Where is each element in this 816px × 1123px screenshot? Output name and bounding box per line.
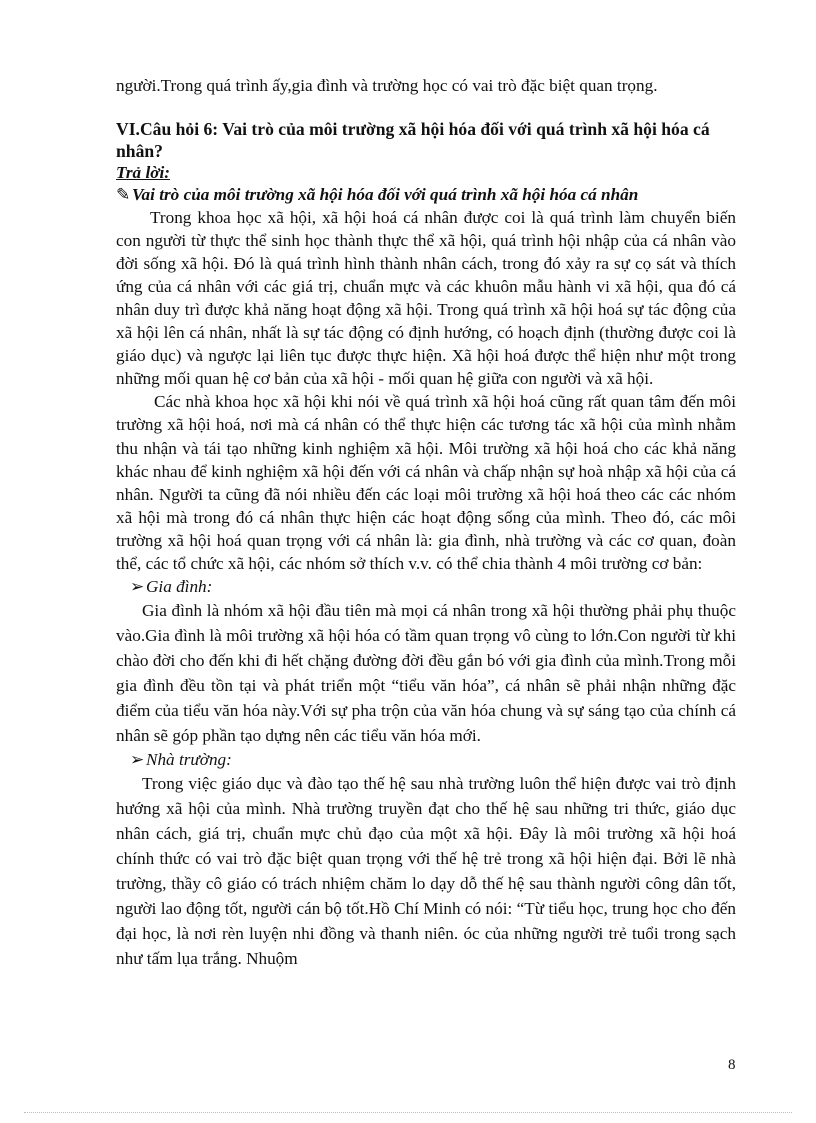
item-family-label: Gia đình:	[146, 577, 213, 597]
page-content	[116, 74, 736, 971]
item-school-text: Trong việc giáo dục và đào tạo thế hệ sau nhà trường luôn thể hiện được vai trò định hướng xã hội của mình. Nhà trường truyền đạt cho thế hệ sau những tri thức, giáo dục nhân cách, giá trị, chuẩn mực chủ đạo của một xã hội. Đây là môi trường xã hội hoá chính thức có vai trò đặc biệt quan trọng với thế hệ trẻ trong xã hội hiện đại. Bởi lẽ nhà trường, thầy cô giáo có trách nhiệm chăm lo dạy dỗ thế hệ sau thành người công dân tốt, người lao động tốt, người cán bộ tốt.Hồ Chí Minh có nói: “Từ tiểu học, trung học cho đến đại học, là nơi rèn luyện nhi đồng và thanh niên. óc của những người trẻ tuổi trong sạch như tấm lụa trắng. Nhuộm	[116, 774, 736, 969]
item-school-heading	[116, 748, 736, 771]
page-bottom-divider	[24, 1112, 792, 1113]
page-number: 8	[728, 1057, 736, 1073]
answer-label: Trả lời:	[116, 163, 170, 183]
arrowhead-bullet-icon: ➢	[130, 750, 145, 770]
intro-line: người.Trong quá trình ấy,gia đình và trường học có vai trò đặc biệt quan trọng.	[116, 76, 658, 95]
subheading-text: Vai trò của môi trường xã hội hóa đối với quá trình xã hội hóa cá nhân	[132, 184, 639, 204]
paragraph-socialization-environments: Các nhà khoa học xã hội khi nói về quá trình xã hội hoá cũng rất quan tâm đến môi trường xã hội hoá, nơi mà cá nhân có thể thực hiện các tương tác xã hội của mình nhằm thu nhận và tái tạo những kinh nghiệm xã hội. Môi trường xã hội hoá cho các khả năng khác nhau để kinh nghiệm xã hội đến với cá nhân và chấp nhận sự hoà nhập xã hội của cá nhân. Người ta cũng đã nói nhiều đến các loại môi trường xã hội hoá theo các các nhóm xã hội mà trong đó cá nhân thực hiện các hoạt động sống của mình. Theo đó, các môi trường xã hội hoá quan trọng với cá nhân là: gia đình, nhà trường và các cơ quan, đoàn thể, các tổ chức xã hội, các nhóm sở thích v.v. có thể chia thành 4 môi trường cơ bản:	[116, 392, 736, 573]
arrowhead-bullet-icon: ➢	[130, 577, 145, 597]
item-school-label: Nhà trường:	[146, 750, 232, 770]
question-heading: VI.Câu hỏi 6: Vai trò của môi trường xã hội hóa đối với quá trình xã hội hóa cá nhân?	[116, 119, 710, 161]
section-subheading	[116, 184, 736, 206]
feather-pen-icon: ✎	[116, 184, 131, 204]
paragraph-socialization-definition: Trong khoa học xã hội, xã hội hoá cá nhân được coi là quá trình làm chuyển biến con người từ thực thể sinh học thành thực thể xã hội, quá trình hội nhập của cá nhân vào đời sống xã hội. Đó là quá trình hình thành nhân cách, trong đó xảy ra sự cọ sát và thích ứng của cá nhân với các giá trị, chuẩn mực và các khuôn mẫu hành vi xã hội, qua đó cá nhân duy trì được khả năng hoạt động xã hội. Trong quá trình xã hội hoá sự tác động của xã hội lên cá nhân, nhất là sự tác động có định hướng, có hoạch định (thường được coi là giáo dục) và ngược lại liên tục được thực hiện. Xã hội hoá được thể hiện như một trong những mối quan hệ cơ bản của xã hội - mối quan hệ giữa con người và xã hội.	[116, 207, 736, 389]
item-family-text: Gia đình là nhóm xã hội đầu tiên mà mọi cá nhân trong xã hội thường phải phụ thuộc vào.Gia đình là môi trường xã hội hóa có tầm quan trọng vô cùng to lớn.Con người từ khi chào đời cho đến khi đi hết chặng đường đời đều gắn bó với gia đình của mình.Trong mỗi gia đình đều tồn tại và phát triển một “tiểu văn hóa”, cá nhân sẽ phải nhận những đặc điểm của tiểu văn hóa này.Với sự pha trộn của văn hóa chung và sự sáng tạo của chính cá nhân sẽ góp phần tạo dựng nên các tiểu văn hóa mới.	[116, 601, 736, 746]
item-family-heading	[116, 575, 736, 598]
